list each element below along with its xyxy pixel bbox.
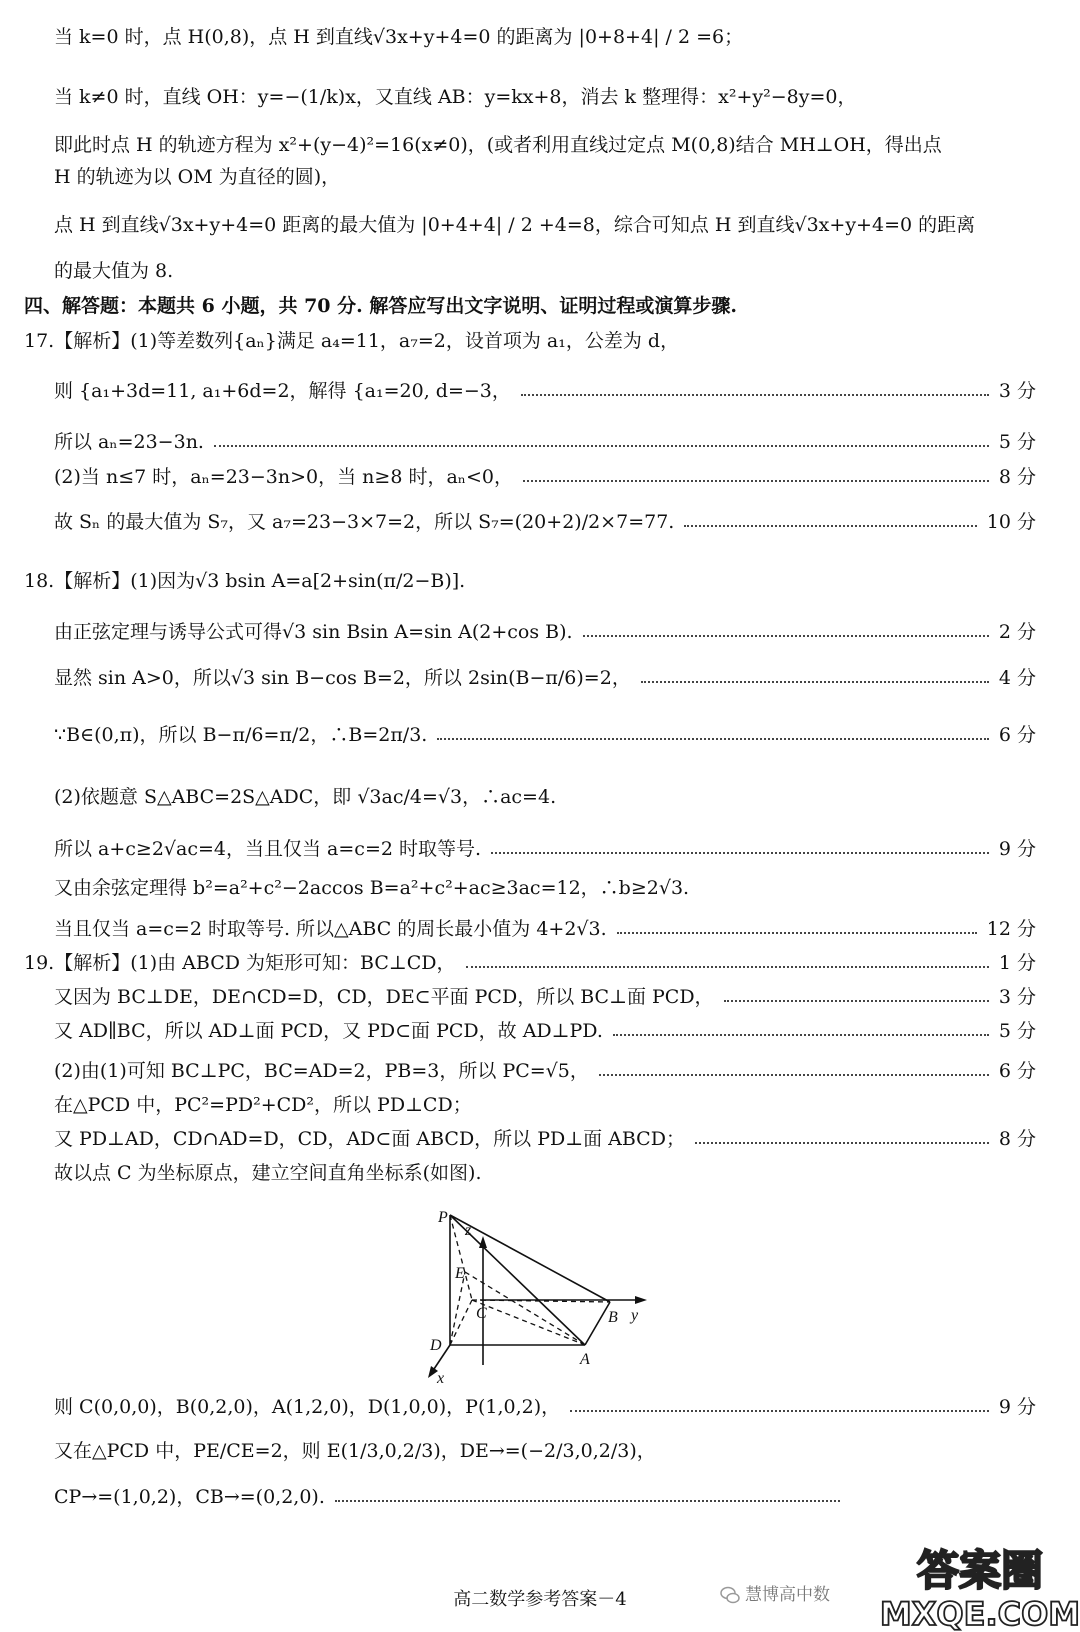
label-E: E <box>455 1265 465 1282</box>
text-line: 又在△PCD 中，PE/CE=2，则 E(1/3,0,2/3)，DE→=(−2/3,0,2/3)， <box>54 1440 656 1462</box>
scored-line: ∵B∈(0,π)，所以 B−π/6=π/2，∴B=2π/3. 6 分 <box>54 724 1036 746</box>
text-line: 在△PCD 中，PC²=PD²+CD²，所以 PD⊥CD； <box>54 1094 472 1116</box>
y-arrow <box>635 1296 647 1304</box>
text-line: 即此时点 H 的轨迹方程为 x²+(y−4)²=16(x≠0)，(或者利用直线过定点 M(0,8)结合 MH⊥OH，得出点 <box>54 134 942 156</box>
score-label: 1 分 <box>998 952 1036 974</box>
scored-line: 则 C(0,0,0)，B(0,2,0)，A(1,2,0)，D(1,0,0)，P(1,0,2)， 9 分 <box>54 1396 1036 1418</box>
edge-PB <box>450 1215 610 1302</box>
scored-line: 19.【解析】(1)由 ABCD 为矩形可知：BC⊥CD， 1 分 <box>24 952 1036 974</box>
leader-dots <box>617 932 977 934</box>
logo-url: MXQE.COM <box>879 1595 1080 1632</box>
section-heading: 四、解答题：本题共 6 小题，共 70 分. 解答应写出文字说明、证明过程或演算步骤. <box>24 295 737 317</box>
edge-AB <box>585 1302 610 1345</box>
leader-dots <box>599 1074 989 1076</box>
score-label: 5 分 <box>998 1020 1036 1042</box>
text-line: 当 k≠0 时，直线 OH：y=−(1/k)x，又直线 AB：y=kx+8，消去 k 整理得：x²+y²−8y=0， <box>54 86 857 108</box>
label-C: C <box>476 1305 487 1322</box>
logo-text: 答案圈 <box>916 1546 1044 1595</box>
leader-dots <box>570 1410 989 1412</box>
text-line: 故以点 C 为坐标原点，建立空间直角坐标系(如图). <box>54 1162 482 1184</box>
label-B: B <box>608 1309 618 1326</box>
leader-dots <box>466 966 989 968</box>
z-arrow <box>479 1236 487 1248</box>
leader-dots <box>641 681 989 683</box>
leader-dots <box>521 394 989 396</box>
scored-line: 显然 sin A>0，所以√3 sin B−cos B=2，所以 2sin(B−π/6)=2， 4 分 <box>54 667 1036 689</box>
scored-line: 由正弦定理与诱导公式可得√3 sin Bsin A=sin A(2+cos B). 2 分 <box>54 621 1036 643</box>
watermark-account: 慧博高中数 <box>745 1585 830 1605</box>
page-footer: 高二数学参考答案－4 <box>453 1589 627 1610</box>
text-line: CP→=(1,0,2)，CB→=(0,2,0). <box>54 1482 850 1512</box>
wechat-icon <box>720 1585 740 1605</box>
score-label: 4 分 <box>998 667 1036 689</box>
scored-line: 又因为 BC⊥DE，DE∩CD=D，CD，DE⊂平面 PCD，所以 BC⊥面 PCD， 3 分 <box>54 986 1036 1008</box>
label-z: z <box>465 1222 472 1239</box>
leader-dots <box>214 445 989 447</box>
text-line: 的最大值为 8. <box>54 260 174 282</box>
leader-dots <box>724 1000 989 1002</box>
score-label: 6 分 <box>998 724 1036 746</box>
text-line: 点 H 到直线√3x+y+4=0 距离的最大值为 |0+4+4| / 2 +4=8，综合可知点 H 到直线√3x+y+4=0 的距离 <box>54 214 976 236</box>
leader-dots <box>695 1142 989 1144</box>
score-label: 5 分 <box>998 431 1036 453</box>
score-label: 8 分 <box>998 466 1036 488</box>
text-line: H 的轨迹为以 OM 为直径的圆)， <box>54 166 341 188</box>
score-label: 3 分 <box>998 986 1036 1008</box>
watermark-logo <box>880 1535 1080 1632</box>
leader-dots <box>523 480 989 482</box>
label-y: y <box>631 1307 639 1324</box>
label-A: A <box>580 1351 590 1368</box>
text-line: 又由余弦定理得 b²=a²+c²−2accos B=a²+c²+ac≥3ac=12，∴b≥2√3. <box>54 877 690 899</box>
leader-dots <box>613 1034 989 1036</box>
text-line: 当 k=0 时，点 H(0,8)，点 H 到直线√3x+y+4=0 的距离为 |0+8+4| / 2 =6； <box>54 26 744 48</box>
scored-line: 则 {a₁+3d=11, a₁+6d=2，解得 {a₁=20, d=−3， 3 分 <box>54 380 1036 402</box>
score-label: 6 分 <box>998 1060 1036 1082</box>
edge-CD <box>450 1300 472 1345</box>
scored-line: 所以 aₙ=23−3n. 5 分 <box>54 431 1036 453</box>
score-label: 2 分 <box>998 621 1036 643</box>
score-label: 12 分 <box>986 918 1036 940</box>
edge-DE <box>450 1272 465 1345</box>
scored-line: (2)由(1)可知 BC⊥PC，BC=AD=2，PB=3，所以 PC=√5， 6 分 <box>54 1060 1036 1082</box>
label-P: P <box>438 1209 448 1226</box>
text-line: (2)依题意 S△ABC=2S△ADC，即 √3ac/4=√3，∴ac=4. <box>54 786 557 808</box>
scored-line: 故 Sₙ 的最大值为 S₇，又 a₇=23−3×7=2，所以 S₇=(20+2)/2×7=77. 10 分 <box>54 511 1036 533</box>
score-label: 10 分 <box>986 511 1036 533</box>
score-label: 9 分 <box>998 1396 1036 1418</box>
leader-dots <box>437 738 989 740</box>
leader-dots <box>335 1500 840 1502</box>
edge-CA <box>472 1300 585 1345</box>
label-D: D <box>430 1337 442 1354</box>
leader-dots <box>684 525 976 527</box>
scored-line: 所以 a+c≥2√ac=4，当且仅当 a=c=2 时取等号. 9 分 <box>54 838 1036 860</box>
scored-line: 又 PD⊥AD，CD∩AD=D，CD，AD⊂面 ABCD，所以 PD⊥面 ABCD； 8 分 <box>54 1128 1036 1150</box>
leader-dots <box>491 852 989 854</box>
scored-line: (2)当 n≤7 时，aₙ=23−3n>0，当 n≥8 时，aₙ<0， 8 分 <box>54 466 1036 488</box>
score-label: 8 分 <box>998 1128 1036 1150</box>
score-label: 9 分 <box>998 838 1036 860</box>
scored-line: 又 AD∥BC，所以 AD⊥面 PCD，又 PD⊂面 PCD，故 AD⊥PD. 5 分 <box>54 1020 1036 1042</box>
leader-dots <box>583 635 989 637</box>
score-label: 3 分 <box>998 380 1036 402</box>
problem-18-heading: 18.【解析】(1)因为√3 bsin A=a[2+sin(π/2−B)]. <box>24 570 466 592</box>
label-x: x <box>437 1370 445 1387</box>
problem-17-heading: 17.【解析】(1)等差数列{aₙ}满足 a₄=11，a₇=2，设首项为 a₁，公差为 d， <box>24 330 680 352</box>
scored-line: 当且仅当 a=c=2 时取等号. 所以△ABC 的周长最小值为 4+2√3. 12 分 <box>54 918 1036 940</box>
